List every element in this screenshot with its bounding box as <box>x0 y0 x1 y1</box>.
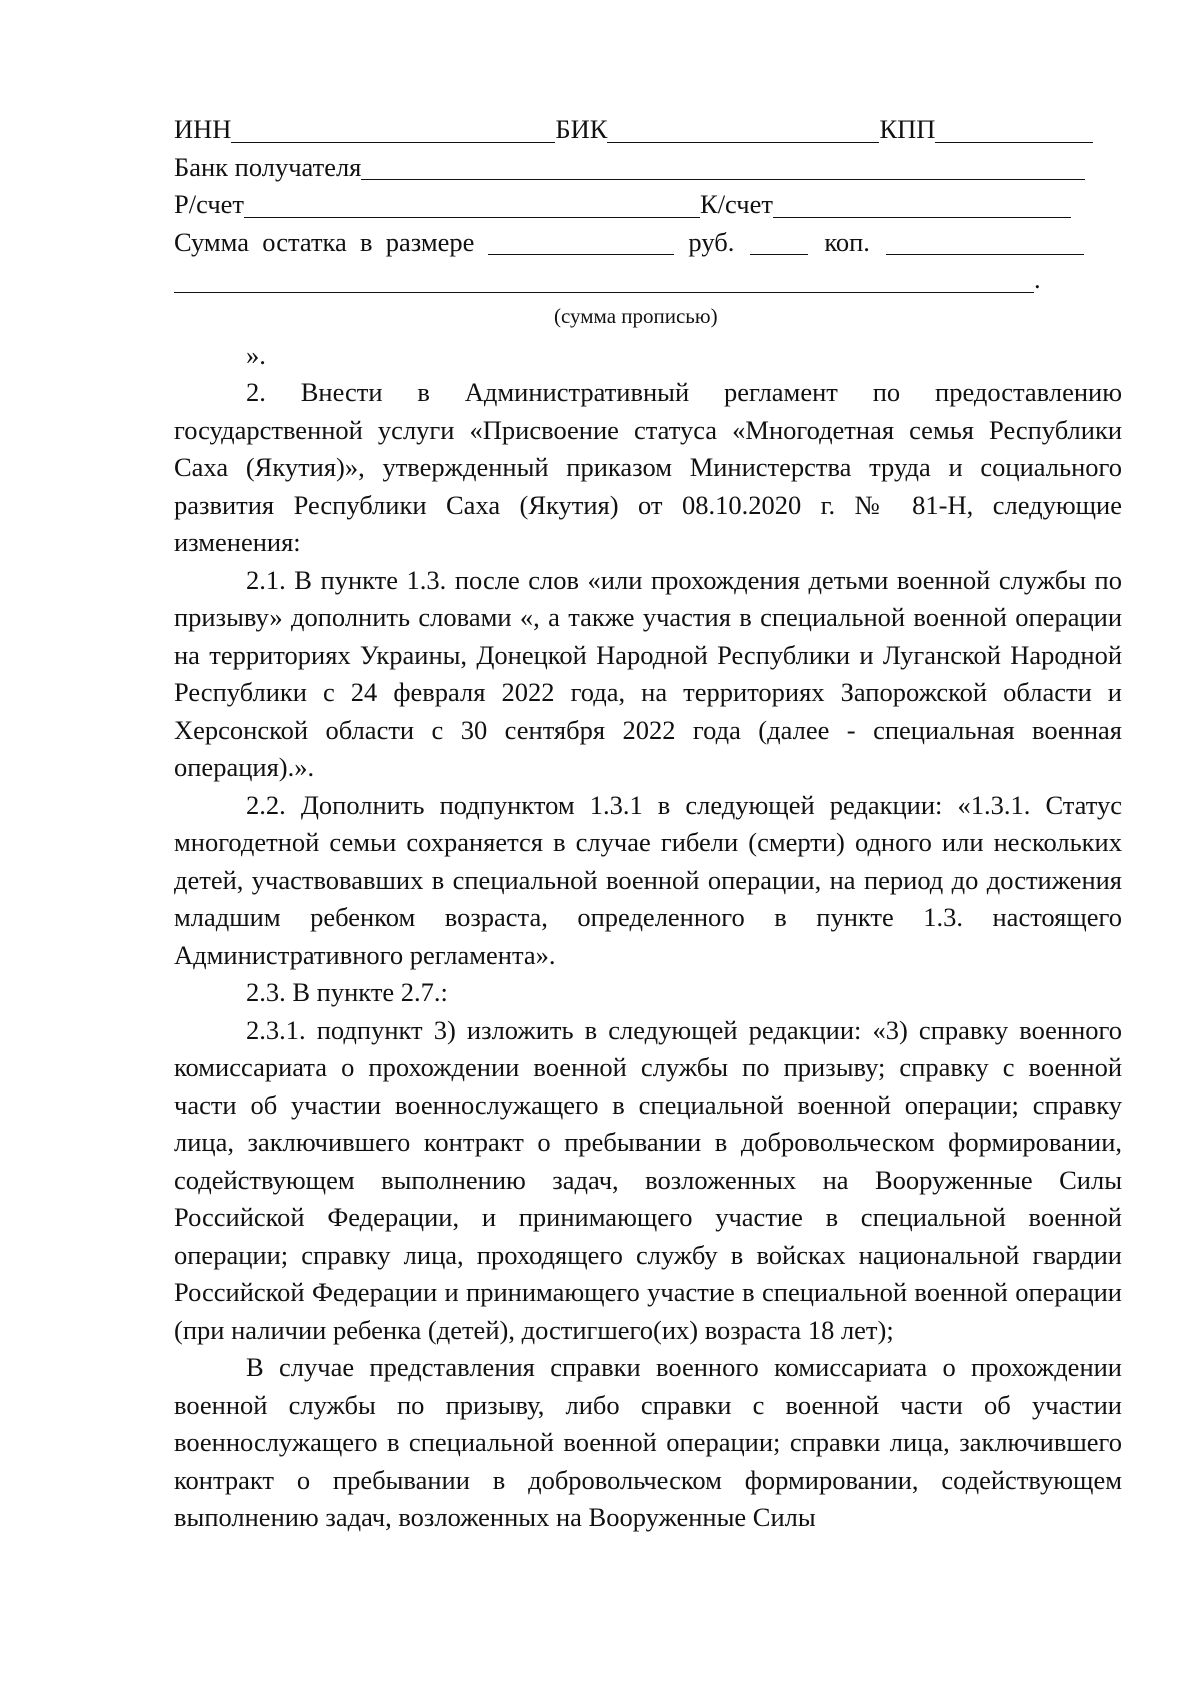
amount-label: Сумма остатка в размере <box>174 226 475 257</box>
account-field[interactable] <box>244 193 700 218</box>
paragraph-2-1: 2.1. В пункте 1.3. после слов «или прохождения детьми военной службы по призыву» дополнить словами «, а также участия в специальной военной операции на территориях Украины, Донецкой Народной Республики и Луганской Народной Республики с 24 февраля 2022 года, на территориях Запорожской области и Херсонской области с 30 сентября 2022 года (далее - специальная военная операция).». <box>174 564 1122 782</box>
bank-label: Банк получателя <box>174 151 362 182</box>
inn-label: ИНН <box>174 114 232 144</box>
bank-field[interactable] <box>361 155 1085 180</box>
bik-field[interactable] <box>607 118 879 143</box>
kpp-label: КПП <box>879 114 936 144</box>
paragraph-in-case: В случае представления справки военного комиссариата о прохождении военной службы по призыву, либо справки с военной части об участии военнослужащего в специальной военной операции; справки лица, заключившего контракт о пребывании в добровольческом формировании, содействующем выполнению задач, возложенных на Вооруженные Силы <box>174 1352 1122 1532</box>
amount-rub-field[interactable] <box>488 230 674 255</box>
amount-extra-field[interactable] <box>886 230 1084 255</box>
paragraph-2-3-1: 2.3.1. подпункт 3) изложить в следующей редакции: «3) справку военного комиссариата о прохождении военной службы по призыву; справку с военной части об участии военнослужащего в специальной военной операции; справку лица, заключившего контракт о пребывании в добровольческом формировании, содействующем выполнению задач, возложенных на Вооруженные Силы Российской Федерации, и принимающего участие в специальной военной операции; справку лица, проходящего службу в войсках национальной гвардии Российской Федерации и принимающего участие в специальной военной операции (при наличии ребенка (детей), достигшего(их) возраста 18 лет); <box>174 1014 1122 1345</box>
account-label: Р/счет <box>174 189 245 219</box>
corr-account-field[interactable] <box>773 193 1071 218</box>
document-body <box>174 111 1122 1537</box>
requisites-line-3 <box>174 186 1122 224</box>
corr-account-label: К/счет <box>700 189 773 219</box>
amount-kop-field[interactable] <box>750 230 808 255</box>
rub-label: руб. <box>688 226 735 257</box>
bik-label: БИК <box>555 114 608 144</box>
amount-words-caption-row <box>174 299 1122 337</box>
amount-words-field[interactable] <box>174 268 1034 293</box>
amount-words-caption: (сумма прописью) <box>554 303 718 328</box>
inn-field[interactable] <box>231 118 555 143</box>
requisites-line-4 <box>174 224 1122 262</box>
requisites-line-2 <box>174 149 1122 187</box>
closing-quote: ». <box>246 339 266 370</box>
amount-words-end: . <box>1034 264 1041 294</box>
paragraph-2-3: 2.3. В пункте 2.7.: <box>246 977 448 1007</box>
paragraph-2-2: 2.2. Дополнить подпунктом 1.3.1 в следующей редакции: «1.3.1. Статус многодетной семьи сохраняется в случае гибели (смерти) одного или нескольких детей, участвовавших в специальной военной операции, на период до достижения младшим ребенком возраста, определенного в пункте 1.3. настоящего Административного регламента». <box>174 789 1122 970</box>
paragraph-2: 2. Внести в Административный регламент по предоставлению государственной услуги «Присвоение статуса «Многодетная семья Республики Саха (Якутия)», утвержденный приказом Министерства труда и социального развития Республики Саха (Якутия) от 08.10.2020 г. № 81-Н, следующие изменения: <box>174 377 1122 557</box>
requisites-line-1 <box>174 111 1122 149</box>
amount-words-row <box>174 261 1122 299</box>
kop-label: коп. <box>824 226 870 257</box>
kpp-field[interactable] <box>935 118 1093 143</box>
